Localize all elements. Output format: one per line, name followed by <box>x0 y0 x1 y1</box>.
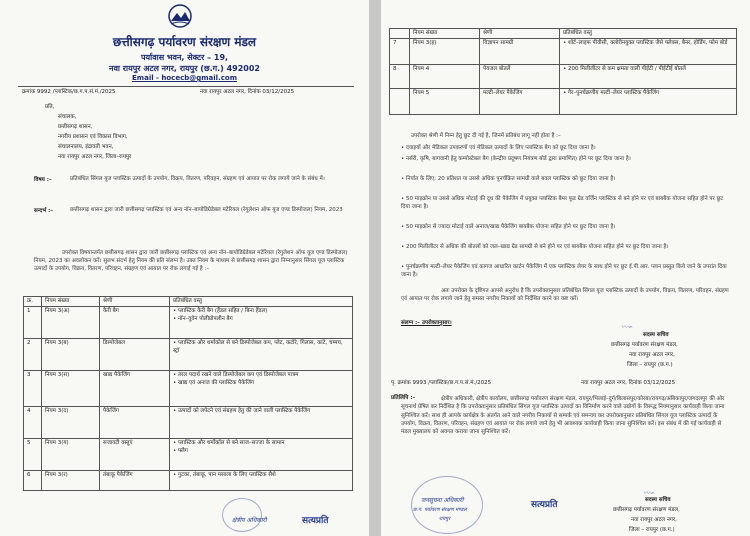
col-header: क्र. <box>24 297 42 307</box>
table-row <box>24 339 353 371</box>
cell: 4 <box>24 407 42 439</box>
cell: 7 <box>390 39 410 65</box>
endorsement-number: पृ. क्रमांक 9993 /प्लास्टिक/छ.ग.प.सं.मं./2025 <box>391 380 492 386</box>
cell: • गुटका, तंबाकू, पान मसाला के लिए प्लास्टिक सैशे <box>170 471 353 491</box>
copy-paragraph: क्षेत्रीय अधिकारी, क्षेत्रीय कार्यालय, छत्तीसगढ़ पर्यावरण संरक्षण मंडल, रायपुर/भिलाई–दुर्ग/बिलासपुर/कोरबा/रायगढ़/अंबिकापुर/जगदलपुर की ओर सूचनार्थ प्रेषित कर निर्देशित है कि उपरोक्तानुसार प्रतिबंधित सिंगल यूज प्लास्टिक उत्पादों का विनिर्माण करने वाले उद्योगों के विरूद्ध नियमानुसार कार्यवाही किया जाना सुनिश्चित करें। साथ ही आपके कार्यक्षेत्र के अंतर्गत आने वाले नगरीय निकायों से सम्पर्क एवं समन्वय कर उपरोक्तानुसार प्रतिबंधित सिंगल यूज प्लास्टिक उत्पादों के उपयोग, विक्रय, वितरण, परिवहन, संग्रहण एवं आयात पर रोक लगाये जाने हेतु भी आवश्यक कार्यवाही किया जाना सुनिश्चित करें। इस संबंध में की गई कार्यवाही से मंडल मुख्यालय को अवगत कराया जाना सुनिश्चित करें। <box>401 396 725 435</box>
col-header: नियम संख्या <box>42 297 100 307</box>
cell: 2 <box>24 339 42 371</box>
cell: • शॉर्ट–लाइफ पीवीसी, क्लोरीनयुक्त प्लास्टिक जैसे फ्लेक्स, बैनर, होर्डिंग, फोम बोर्ड <box>560 39 737 65</box>
banned-items-table <box>23 296 353 491</box>
enclosure-line: संलग्न :– उपरोक्तानुसार। <box>401 320 452 326</box>
signatory-address: जिला – रायपुर (छ.ग.) <box>629 527 675 533</box>
request-paragraph: अतः उपरोक्त के दृष्टिगत आपसे अनुरोध है कि उपरोक्तानुसार प्रतिबंधित सिंगल यूज प्लास्टिक उत्पादों के उपयोग, विक्रय, वितरण, परिवहन, संग्रहण एवं आयात पर रोक लगाये जाने हेतु समस्त नगरीय निकायों को निर्देशित करने का कष्ट करें। <box>401 288 729 302</box>
attestation-title: जनसूचना अधिकारी <box>421 497 464 504</box>
cell: तंबाकू पैकेजिंग <box>100 471 170 491</box>
cell: • प्लास्टिक कैरी बैग (हैंडल सहित / बिना हैंडल) • नॉन–वुवेन पोलीप्रोपलीन बैग <box>170 307 353 339</box>
body-paragraph: उपरोक्त विषयान्तर्गत छत्तीसगढ़ शासन द्वारा जारी छत्तीसगढ़ प्लास्टिक एवं अन्य नॉन–बायोडिग्रेडेबल मटेरियल (रेगुलेशन ऑफ यूज एण्ड डिस्पोजल) नियम, 2023 का अवलोकन करें। सुलभ संदर्भ हेतु नियम की प्रति संलग्न है। उक्त नियम के माध्यम से छत्तीसगढ़ शासन द्वारा निम्नानुसार सिंगल यूज प्लास्टिक उत्पादों के उपयोग, विक्रय, वितरण, परिवहन, संग्रहण एवं आयात पर रोक लगाई गई है :– <box>34 250 348 272</box>
signatory-address: नवा रायपुर अटल नगर, <box>629 352 675 358</box>
exemption-item: • निर्यात के लिए; 20 प्रतिशत या उससे अधिक पुनर्चक्रित सामग्री वाले बवल प्लास्टिक को छूट दिया जाना है। <box>401 176 616 182</box>
exemptions-intro: उपरोक्त श्रेणी में निम्न हेतु छूट दी गई है, जिनमें प्रतिबंध लागू नहीं होता है :– <box>411 133 561 139</box>
reference-date: नवा रायपुर अटल नगर, दिनांक 03/12/2025 <box>200 89 295 95</box>
cell: • उत्पादों को लपेटने एवं संग्रहण हेतु की जाने वाली प्लास्टिक पैकेजिंग <box>170 407 353 439</box>
email-line: Email - hocecb@gmail.com <box>132 74 237 82</box>
cell: पैकेजिंग <box>100 407 170 439</box>
address-line-2: नवा रायपुर अटल नगर, रायपुर (छ.ग.) 492002 <box>109 64 260 73</box>
exemption-item: • नर्सरी, कृषि, बागवानी हेतु कम्पोस्टेबल बैग (केन्द्रीय प्रदूषण नियंत्रण बोर्ड द्वारा प्रमाणित) होने पर छूट दिया जाना है। <box>401 156 631 162</box>
address-line-1: पर्यावास भवन, सेक्टर – 19, <box>140 53 229 62</box>
exemption-item: • 50 माइक्रोन से ज्यादा मोटाई वाले अनाज/खाद्य पैकेजिंग बायबैक योजना सहित होने पर छूट दिया जाना है। <box>401 224 616 230</box>
copy-label: प्रतिलिपि :– <box>391 395 416 401</box>
reference-label: सन्दर्भ :– <box>34 208 54 214</box>
to-line: छत्तीसगढ़ शासन, <box>58 124 93 130</box>
cell: खाद्य पैकेजिंग <box>100 371 170 407</box>
board-emblem-icon <box>163 3 197 31</box>
cell: नियम 3(स) <box>42 371 100 407</box>
cell: मल्टी–लेयर पैकेजिंग <box>480 89 560 115</box>
subject-text: प्रतिबंधित सिंगल यूज प्लास्टिक उत्पादों के उपयोग, विक्रय, वितरण, परिवहन, संग्रहण एवं आयात पर रोक लगाये जाने के संबंध में। <box>70 176 325 182</box>
col-header: प्रतिबंधित वस्तु <box>170 297 353 307</box>
exemption-item: • 200 मिलीलीटर से अधिक की बोतलों को जल–खाद्य ग्रेड सामग्री से बने होने पर एवं बायबैक योजना सहित होने पर छूट दिया जाना है। <box>401 244 669 250</box>
signatory-address: जिला – रायपुर (छ.ग.) <box>627 362 673 368</box>
exemption-item: • पुनर्चक्रणीय मल्टी–लेयर पैकेजिंग एवं कागज आधारित कार्टन पैकेजिंग में एक प्लास्टिक लेयर के साथ होने पर छूट ई.पी.आर. प्लान प्रस्तुत किये जाने के उपरांत दिया जाना है। <box>401 264 727 278</box>
cell: विज्ञापन सामग्री <box>480 39 560 65</box>
letter-page-1 <box>0 0 369 536</box>
subject-label: विषय :– <box>34 177 52 183</box>
table-row <box>390 89 737 115</box>
signatory-title: सदस्य सचिव <box>645 497 671 503</box>
to-line: संचालनालय, इंद्रावती भवन, <box>58 144 114 150</box>
banned-items-table-continued <box>389 28 737 115</box>
letter-page-2 <box>381 0 750 536</box>
cell <box>390 89 410 115</box>
signature-label: क्षेत्रीय अधिकारी <box>232 517 267 524</box>
col-header: श्रेणी <box>480 29 560 39</box>
cell: 8 <box>390 65 410 89</box>
cell: • गैर–पुनर्चक्रणीय मल्टी–लेयर प्लास्टिक पैकेजिंग <box>560 89 737 115</box>
table-header-row <box>390 29 737 39</box>
col-header: प्रतिबंधित वस्तु <box>560 29 737 39</box>
cell: नियम 4 <box>410 65 480 89</box>
attestation-stamp <box>411 476 483 534</box>
cell: नियम 3(र) <box>42 471 100 491</box>
attestation-org: छ.ग. पर्यावरण संरक्षण मण्डल <box>413 507 467 513</box>
true-copy-mark: सत्यप्रति <box>531 500 558 510</box>
reference-text: छत्तीसगढ़ शासन द्वारा जारी छत्तीसगढ़ प्लास्टिक एवं अन्य नॉन–बायोडिग्रेडेबल मटेरियल (रेगुलेशन ऑफ यूज एण्ड डिस्पोजल) नियम, 2023 <box>70 207 343 213</box>
office-stamp <box>222 498 262 532</box>
cell: सजावटी वस्तुएं <box>100 439 170 471</box>
table-row <box>24 371 353 407</box>
table-row <box>24 307 353 339</box>
cell: 6 <box>24 471 42 491</box>
table-row <box>390 39 737 65</box>
cell: 1 <box>24 307 42 339</box>
endorsement-date: नवा रायपुर अटल नगर, दिनांक 03/12/2025 <box>581 380 676 386</box>
signatory-org: छत्तीसगढ़ पर्यावरण संरक्षण मंडल, <box>613 507 680 513</box>
table-row <box>24 439 353 471</box>
true-copy-mark: सत्यप्रति <box>302 516 329 526</box>
cell: • तरल पदार्थ रखने वाले डिस्पोजेबल कप एवं डिस्पोजेबल पात्रम • खाद्य एवं अनाज की प्लास्टिक पैकेजिंग <box>170 371 353 407</box>
header-rule <box>18 86 354 87</box>
cell: • प्लास्टिक और थर्माकोल से बने डिस्पोजेबल कप, प्लेट, कटोरे, गिलास, कांटे, चम्मच, स्ट्रॉ <box>170 339 353 371</box>
col-header <box>390 29 410 39</box>
cell: पेयजल बोतलें <box>480 65 560 89</box>
table-row <box>24 471 353 491</box>
exemption-item: • 50 माइक्रोन या उससे अधिक मोटाई की दूध की पैकेजिंग में प्रयुक्त प्लास्टिक बैग्स फूड ग्रेड वर्जिन प्लास्टिक से बने होने पर एवं बायबैक योजना सहित होने पर छूट दिया जाना है। <box>401 196 724 210</box>
attestation-city: रायपुर <box>439 516 451 522</box>
exemption-item: • दवाइयों और मेडिकल उपकरणों एवं मेडिकल उत्पादों के लिए प्लास्टिक बैग को छूट दिया जाना है। <box>401 145 596 151</box>
cell: नियम 3(ह) <box>410 39 480 65</box>
table-row <box>24 407 353 439</box>
cell: 5 <box>24 439 42 471</box>
cell: • 200 मिलीलीटर से कम क्षमता वाली पीईटी / पीईटीई बोतलें <box>560 65 737 89</box>
col-header: नियम संख्या <box>410 29 480 39</box>
reference-number: क्रमांक 9992 /प्लास्टिक/छ.ग.प.सं.मं./2025 <box>22 89 116 95</box>
cell: 3 <box>24 371 42 407</box>
signatory-title: सदस्य सचिव <box>643 332 669 338</box>
signature-scrawl: 〰∽ <box>621 323 633 331</box>
cell: कैरी बैग <box>100 307 170 339</box>
org-title: छत्तीसगढ़ पर्यावरण संरक्षण मंडल <box>112 35 257 49</box>
to-line: संचालक, <box>58 114 77 120</box>
signature-scrawl: 〰∽ <box>643 489 655 497</box>
cell: नियम 5 <box>410 89 480 115</box>
cell: नियम 3(य) <box>42 439 100 471</box>
to-line: नगरीय प्रशासन एवं विकास विभाग, <box>58 134 128 140</box>
col-header: श्रेणी <box>100 297 170 307</box>
page-gutter <box>369 0 381 536</box>
cell: नियम 3(ब) <box>42 339 100 371</box>
table-row <box>390 65 737 89</box>
cell: नियम 3(अ) <box>42 307 100 339</box>
to-line: नवा रायपुर अटल नगर, जिला–रायपुर <box>58 154 132 160</box>
cell: • प्लास्टिक और थर्मोकॉल से बने साज–सज्जा के सामान • फ्लैग <box>170 439 353 471</box>
signatory-address: नवा रायपुर अटल नगर, <box>631 517 677 523</box>
table-header-row <box>24 297 353 307</box>
to-label: प्रति, <box>45 104 55 110</box>
cell: नियम 3(द) <box>42 407 100 439</box>
cell: डिस्पोजेबल <box>100 339 170 371</box>
signatory-org: छत्तीसगढ़ पर्यावरण संरक्षण मंडल, <box>611 342 678 348</box>
